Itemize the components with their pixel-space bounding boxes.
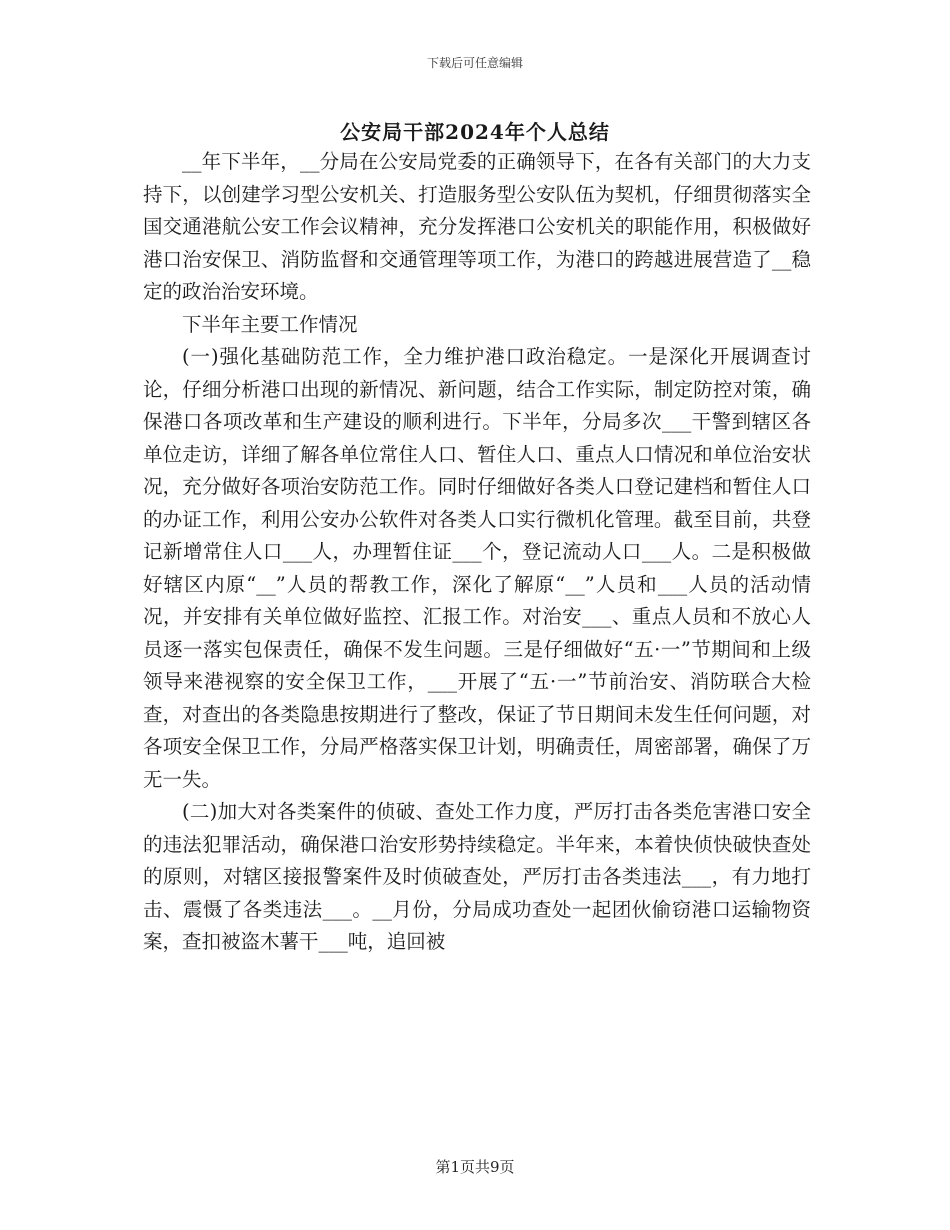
paragraph-section-2: (二)加大对各类案件的侦破、查处工作力度，严厉打击各类危害港口安全的违法犯罪活动，确保港口治安形势持续稳定。半年来，本着快侦快破快查处的原则，对辖区接报警案件及时侦破查处，严厉打击各类违法___，有力地打击、震慑了各类违法___。__月份，分局成功查处一起团伙偷窃港口运输物资案，查扣被盗木薯干___吨，追回被: [143, 800, 811, 953]
document-body: [143, 146, 811, 959]
page-number-footer: 第1页共9页: [435, 1158, 515, 1176]
paragraph-intro: __年下半年，__分局在公安局党委的正确领导下，在各有关部门的大力支持下，以创建学习型公安机关、打造服务型公安队伍为契机，仔细贯彻落实全国交通港航公安工作会议精神，充分发挥港口公安机关的职能作用，积极做好港口治安保卫、消防监督和交通管理等项工作，为港口的跨越进展营造了__稳定的政治治安环境。: [143, 150, 811, 303]
document-title: 公安局干部2024年个人总结: [340, 120, 610, 144]
header-note: 下载后可任意编辑: [426, 56, 523, 70]
paragraph-section-1: (一)强化基础防范工作，全力维护港口政治稳定。一是深化开展调查讨论，仔细分析港口出现的新情况、新问题，结合工作实际，制定防控对策，确保港口各项改革和生产建设的顺利进行。下半年，分局多次___干警到辖区各单位走访，详细了解各单位常住人口、暂住人口、重点人口情况和单位治安状况，充分做好各项治安防范工作。同时仔细做好各类人口登记建档和暂住人口的办证工作，利用公安办公软件对各类人口实行微机化管理。截至目前，共登记新增常住人口___人，办理暂住证___个，登记流动人口___人。二是积极做好辖区内原“__”人员的帮教工作，深化了解原“__”人员和___人员的活动情况，并安排有关单位做好监控、汇报工作。对治安___、重点人员和不放心人员逐一落实包保责任，确保不发生问题。三是仔细做好“五·一”节期间和上级领导来港视察的安全保卫工作，___开展了“五·一”节前治安、消防联合大检查，对查出的各类隐患按期进行了整改，保证了节日期间未发生任何问题，对各项安全保卫工作，分局严格落实保卫计划，明确责任，周密部署，确保了万无一失。: [143, 345, 811, 791]
paragraph-section-heading: 下半年主要工作情况: [182, 312, 358, 336]
